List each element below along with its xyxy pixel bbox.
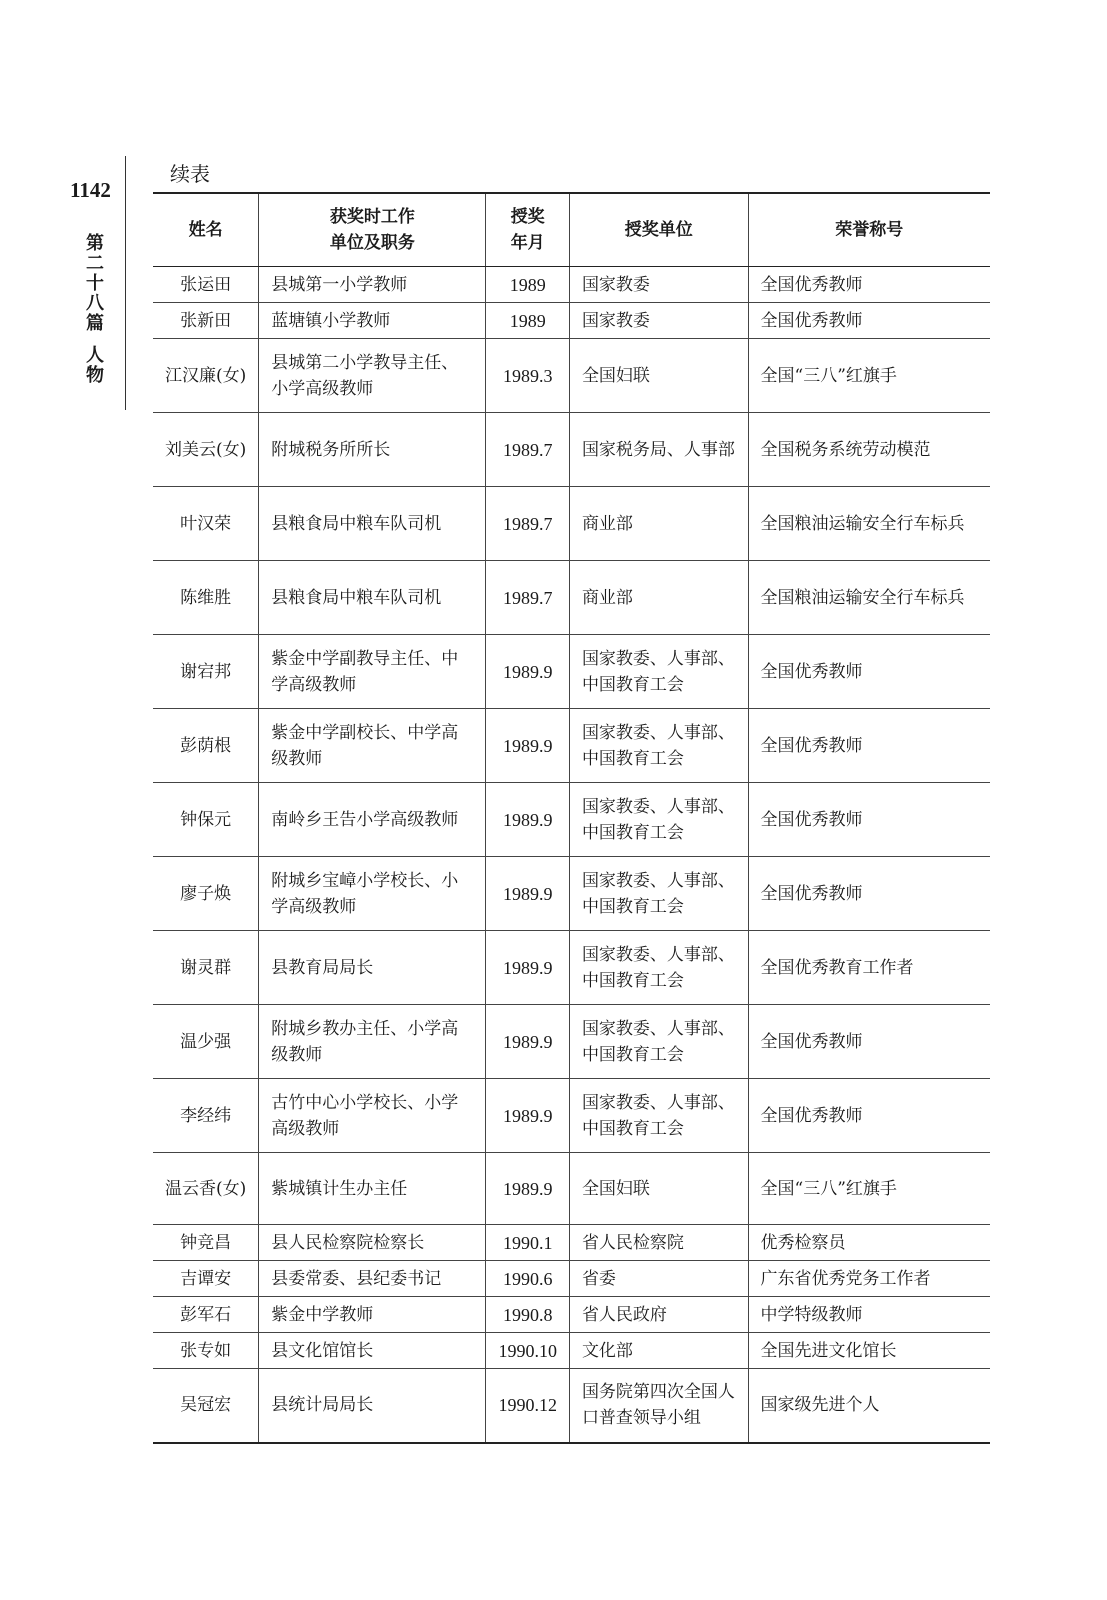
section-char: 人 [86, 345, 104, 366]
cell-name: 叶汉荣 [153, 487, 259, 561]
cell-honor: 全国“三八”红旗手 [748, 1153, 990, 1225]
header-unit [259, 193, 486, 267]
cell-unit: 附城乡宝嶂小学校长、小学高级教师 [259, 857, 486, 931]
cell-date: 1990.8 [486, 1297, 570, 1333]
header-name: 姓名 [153, 193, 259, 267]
cell-date: 1989.9 [486, 1005, 570, 1079]
cell-date: 1989.7 [486, 413, 570, 487]
cell-unit: 附城乡教办主任、小学高级教师 [259, 1005, 486, 1079]
cell-unit: 紫金中学副教导主任、中学高级教师 [259, 635, 486, 709]
cell-date: 1989.9 [486, 1079, 570, 1153]
section-char: 物 [86, 365, 104, 386]
header-date-line1: 授奖 [510, 207, 545, 227]
cell-date: 1989.9 [486, 783, 570, 857]
table-row [153, 1369, 990, 1443]
cell-unit: 蓝塘镇小学教师 [259, 303, 486, 339]
cell-name: 温云香(女) [153, 1153, 259, 1225]
cell-issuer: 国务院第四次全国人口普查领导小组 [569, 1369, 748, 1443]
cell-honor: 全国优秀教师 [748, 857, 990, 931]
table-row [153, 561, 990, 635]
cell-name: 李经纬 [153, 1079, 259, 1153]
cell-honor: 广东省优秀党务工作者 [748, 1261, 990, 1297]
cell-date: 1989.9 [486, 1153, 570, 1225]
cell-date: 1989.9 [486, 857, 570, 931]
cell-issuer: 省人民检察院 [569, 1225, 748, 1261]
cell-honor: 全国优秀教师 [748, 1005, 990, 1079]
cell-name: 张专如 [153, 1333, 259, 1369]
cell-name: 刘美云(女) [153, 413, 259, 487]
cell-name: 张运田 [153, 267, 259, 303]
header-row [153, 193, 990, 267]
header-issuer: 授奖单位 [569, 193, 748, 267]
cell-honor: 全国粮油运输安全行车标兵 [748, 487, 990, 561]
header-unit-line1: 获奖时工作 [329, 207, 415, 227]
cell-name: 钟保元 [153, 783, 259, 857]
cell-unit: 县文化馆馆长 [259, 1333, 486, 1369]
chapter-side-title [84, 234, 106, 386]
cell-date: 1989.9 [486, 709, 570, 783]
cell-honor: 全国优秀教师 [748, 783, 990, 857]
cell-name: 张新田 [153, 303, 259, 339]
cell-unit: 古竹中心小学校长、小学高级教师 [259, 1079, 486, 1153]
cell-name: 吉谭安 [153, 1261, 259, 1297]
cell-issuer: 国家税务局、人事部 [569, 413, 748, 487]
table-row [153, 413, 990, 487]
cell-date: 1989 [486, 303, 570, 339]
cell-issuer: 国家教委、人事部、中国教育工会 [569, 709, 748, 783]
cell-issuer: 国家教委、人事部、中国教育工会 [569, 635, 748, 709]
cell-issuer: 国家教委、人事部、中国教育工会 [569, 1079, 748, 1153]
cell-unit: 县粮食局中粮车队司机 [259, 561, 486, 635]
cell-name: 温少强 [153, 1005, 259, 1079]
table-row [153, 1153, 990, 1225]
cell-name: 谢灵群 [153, 931, 259, 1005]
cell-name: 陈维胜 [153, 561, 259, 635]
table-row [153, 857, 990, 931]
table-row [153, 1005, 990, 1079]
cell-issuer: 省人民政府 [569, 1297, 748, 1333]
cell-date: 1989 [486, 267, 570, 303]
cell-unit: 县人民检察院检察长 [259, 1225, 486, 1261]
cell-date: 1989.3 [486, 339, 570, 413]
cell-issuer: 全国妇联 [569, 1153, 748, 1225]
cell-unit: 南岭乡王告小学高级教师 [259, 783, 486, 857]
cell-name: 谢宕邦 [153, 635, 259, 709]
cell-unit: 县城第一小学教师 [259, 267, 486, 303]
cell-honor: 国家级先进个人 [748, 1369, 990, 1443]
cell-honor: 全国先进文化馆长 [748, 1333, 990, 1369]
chapter-char: 第 [86, 233, 104, 254]
cell-issuer: 商业部 [569, 561, 748, 635]
chapter-char: 二 [86, 253, 104, 274]
cell-date: 1989.7 [486, 561, 570, 635]
cell-name: 彭军石 [153, 1297, 259, 1333]
cell-issuer: 国家教委、人事部、中国教育工会 [569, 857, 748, 931]
cell-date: 1989.9 [486, 635, 570, 709]
cell-issuer: 国家教委、人事部、中国教育工会 [569, 783, 748, 857]
table-row [153, 267, 990, 303]
cell-issuer: 国家教委、人事部、中国教育工会 [569, 931, 748, 1005]
table-row [153, 487, 990, 561]
cell-name: 江汉廉(女) [153, 339, 259, 413]
cell-name: 廖子焕 [153, 857, 259, 931]
cell-honor: 全国“三八”红旗手 [748, 339, 990, 413]
awards-table [153, 192, 990, 1444]
cell-honor: 全国优秀教师 [748, 1079, 990, 1153]
cell-unit: 紫金中学副校长、中学高级教师 [259, 709, 486, 783]
cell-unit: 县粮食局中粮车队司机 [259, 487, 486, 561]
cell-unit: 附城税务所所长 [259, 413, 486, 487]
cell-name: 彭荫根 [153, 709, 259, 783]
table-row [153, 1297, 990, 1333]
table-row [153, 931, 990, 1005]
table-row [153, 783, 990, 857]
table-row [153, 303, 990, 339]
margin-rule [125, 156, 126, 410]
cell-honor: 全国优秀教育工作者 [748, 931, 990, 1005]
cell-issuer: 省委 [569, 1261, 748, 1297]
cell-unit: 县统计局局长 [259, 1369, 486, 1443]
chapter-char: 八 [86, 293, 104, 314]
table-row [153, 1261, 990, 1297]
cell-honor: 全国税务系统劳动模范 [748, 413, 990, 487]
page-number: 1142 [70, 178, 111, 202]
cell-honor: 中学特级教师 [748, 1297, 990, 1333]
cell-honor: 全国优秀教师 [748, 303, 990, 339]
table-row [153, 635, 990, 709]
cell-issuer: 国家教委 [569, 303, 748, 339]
cell-honor: 全国粮油运输安全行车标兵 [748, 561, 990, 635]
cell-date: 1990.6 [486, 1261, 570, 1297]
table-row [153, 1079, 990, 1153]
continued-label: 续表 [170, 162, 210, 186]
cell-name: 吴冠宏 [153, 1369, 259, 1443]
cell-unit: 紫金中学教师 [259, 1297, 486, 1333]
cell-unit: 县委常委、县纪委书记 [259, 1261, 486, 1297]
cell-unit: 紫城镇计生办主任 [259, 1153, 486, 1225]
cell-issuer: 商业部 [569, 487, 748, 561]
cell-unit: 县城第二小学教导主任、小学高级教师 [259, 339, 486, 413]
header-unit-line2: 单位及职务 [329, 233, 415, 253]
cell-date: 1989.7 [486, 487, 570, 561]
cell-date: 1989.9 [486, 931, 570, 1005]
cell-honor: 全国优秀教师 [748, 635, 990, 709]
cell-issuer: 国家教委、人事部、中国教育工会 [569, 1005, 748, 1079]
cell-date: 1990.1 [486, 1225, 570, 1261]
table-row [153, 339, 990, 413]
cell-issuer: 国家教委 [569, 267, 748, 303]
chapter-char: 篇 [86, 313, 104, 334]
table-row [153, 1333, 990, 1369]
cell-honor: 全国优秀教师 [748, 709, 990, 783]
table-row [153, 1225, 990, 1261]
cell-issuer: 全国妇联 [569, 339, 748, 413]
cell-issuer: 文化部 [569, 1333, 748, 1369]
cell-name: 钟竞昌 [153, 1225, 259, 1261]
cell-honor: 全国优秀教师 [748, 267, 990, 303]
cell-date: 1990.10 [486, 1333, 570, 1369]
cell-date: 1990.12 [486, 1369, 570, 1443]
header-date [486, 193, 570, 267]
header-honor: 荣誉称号 [748, 193, 990, 267]
cell-honor: 优秀检察员 [748, 1225, 990, 1261]
header-date-line2: 年月 [510, 233, 545, 253]
chapter-char: 十 [86, 273, 104, 294]
table-row [153, 709, 990, 783]
cell-unit: 县教育局局长 [259, 931, 486, 1005]
